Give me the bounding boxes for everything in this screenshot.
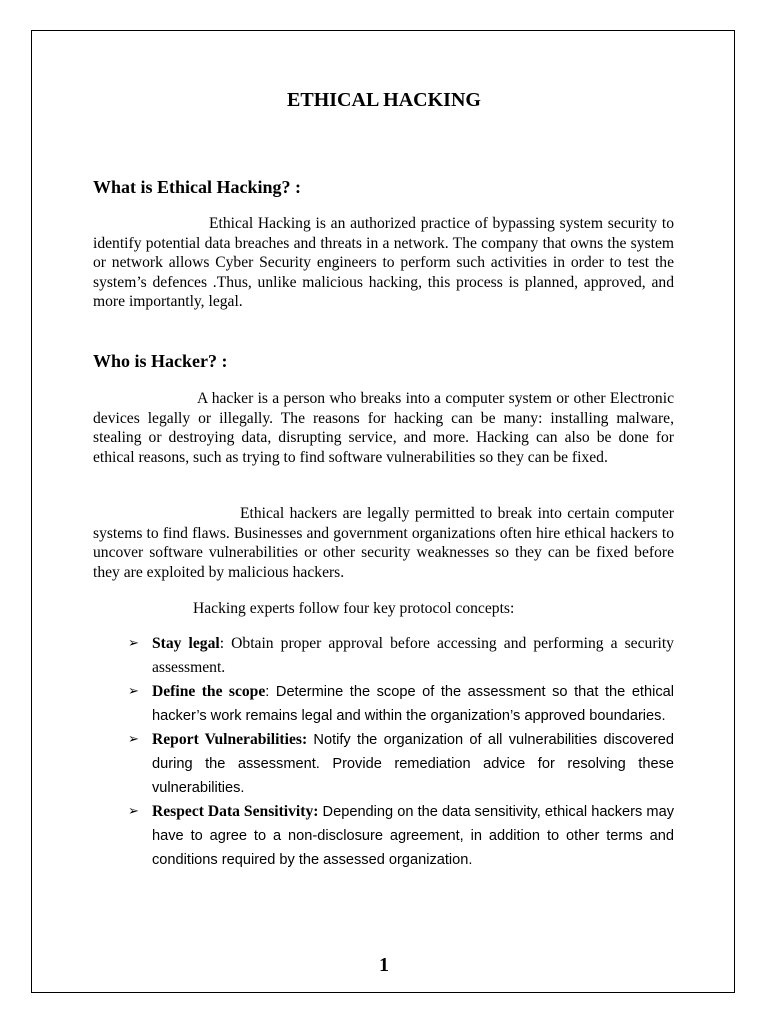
page-number: 1 xyxy=(379,954,389,976)
bullet-description: Notify the organization of all vulnerabilities discovered during the assessment. Provide remediation advice for resolving these vulnerabilities. xyxy=(152,732,674,796)
arrowhead-bullet-icon: ➢ xyxy=(128,636,139,651)
arrowhead-bullet-icon: ➢ xyxy=(128,732,139,747)
paragraph-ethical-hacking-definition: Ethical Hacking is an authorized practice of bypassing system security to identify potential data breaches and threats in a network. The company that owns the system or network allows Cyber Security engineers to perform such activities in order to test the system’s defences .Thus, unlike malicious hacking, this process is planned, approved, and more importantly, legal. xyxy=(93,215,674,311)
bullet-separator: : xyxy=(219,635,225,652)
list-item-report-vulnerabilities xyxy=(93,728,674,800)
paragraph-hacker-definition: A hacker is a person who breaks into a computer system or other Electronic devices legally or illegally. The reasons for hacking can be many: installing malware, stealing or destroying data, disrupting service, and more. Hacking can also be done for ethical reasons, such as trying to find software vulnerabilities so they can be fixed. xyxy=(93,390,674,466)
arrowhead-bullet-icon: ➢ xyxy=(128,684,139,699)
document-title: ETHICAL HACKING xyxy=(287,89,481,111)
bullet-description: Depending on the data sensitivity, ethical hackers may have to agree to a non-disclosure agreement, in addition to other terms and conditions required by the assessed organization. xyxy=(152,804,674,868)
list-item-respect-data-sensitivity xyxy=(93,800,674,872)
list-item-stay-legal xyxy=(93,632,674,680)
bullet-description: Determine the scope of the assessment so that the ethical hacker’s work remains legal and within the organization’s approved boundaries. xyxy=(152,684,675,724)
arrowhead-bullet-icon: ➢ xyxy=(128,804,139,819)
bullet-description: Obtain proper approval before accessing and performing a security assessment. xyxy=(152,635,674,676)
paragraph-ethical-hackers: Ethical hackers are legally permitted to break into certain computer systems to find flaws. Businesses and government organizations often hire ethical hackers to uncover software vulnerabilities or other security weaknesses so they can be fixed before they are exploited by malicious hackers. xyxy=(93,505,674,581)
list-item-define-scope xyxy=(93,680,674,728)
section-heading-what-is-ethical-hacking: What is Ethical Hacking? : xyxy=(93,177,302,197)
bullet-term: Report Vulnerabilities: xyxy=(152,731,308,748)
paragraph-protocol-intro: Hacking experts follow four key protocol concepts: xyxy=(193,600,515,617)
protocol-concepts-list xyxy=(93,632,674,872)
bullet-term: Define the scope xyxy=(152,683,266,700)
bullet-separator: : xyxy=(265,684,270,700)
section-heading-who-is-hacker: Who is Hacker? : xyxy=(93,351,228,371)
bullet-term: Respect Data Sensitivity: xyxy=(152,803,319,820)
bullet-term: Stay legal xyxy=(152,635,220,652)
